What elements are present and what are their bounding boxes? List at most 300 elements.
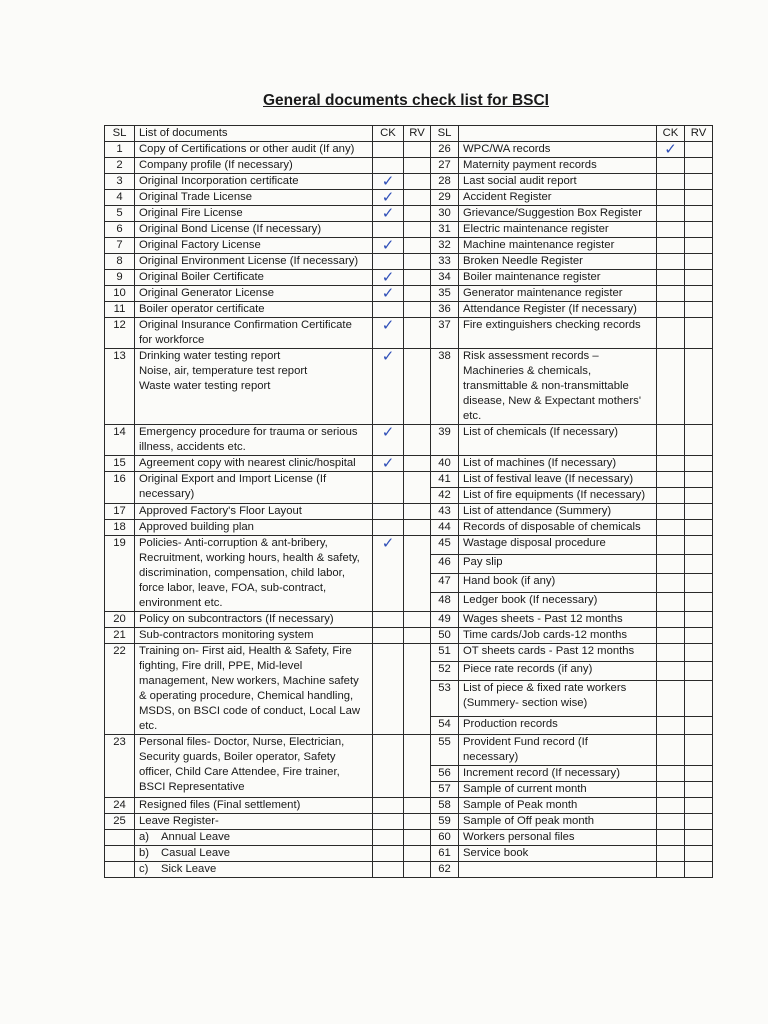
sl-number: 57 [431,782,459,798]
header-rv: RV [685,126,713,142]
table-row [105,222,713,238]
sl-number: 35 [431,286,459,302]
document-line: Original Boiler Certificate [139,271,264,283]
ck-cell [657,456,685,472]
rv-cell [404,644,431,735]
document-line: WPC/WA records [463,143,551,155]
document-line: Maternity payment records [463,159,597,171]
ck-cell [373,472,404,504]
sl-number: 62 [431,862,459,878]
document-line: Resigned files (Final settlement) [139,799,301,811]
check-mark-icon: ✓ [381,347,395,365]
rv-cell [404,270,431,286]
rv-cell [685,238,713,254]
sl-number: 34 [431,270,459,286]
table-row [105,735,713,766]
rv-cell [404,456,431,472]
table-row [105,142,713,158]
document-line: Attendance Register (If necessary) [463,303,637,315]
document-item [135,425,373,456]
sl-number: 45 [431,536,459,555]
document-item [459,782,657,798]
rv-cell [685,680,713,716]
document-item [135,302,373,318]
document-line: Original Generator License [139,287,275,299]
rv-cell [685,612,713,628]
sl-number: 51 [431,644,459,662]
document-line: Sample of current month [463,783,587,795]
document-line: Records of disposable of chemicals [463,521,641,533]
document-line: Original Insurance Confirmation Certificate [139,319,352,331]
rv-cell [404,238,431,254]
sl-number: 26 [431,142,459,158]
table-row [105,846,713,862]
sl-number: 18 [105,520,135,536]
document-line: Service book [463,847,529,859]
check-mark-icon: ✓ [381,236,395,254]
table-row [105,238,713,254]
leave-label: Casual Leave [161,847,231,859]
document-line: officer, Child Care Attendee, Fire trainer, [139,766,340,778]
document-line: force labor, leave, FOA, sub-contract, [139,582,327,594]
sl-number: 28 [431,174,459,190]
document-line: Drinking water testing report [139,350,281,362]
checklist-body [105,126,713,878]
document-line: Original Incorporation certificate [139,175,299,187]
document-item [459,555,657,574]
sl-number: 8 [105,254,135,270]
header-list-of-documents: List of documents [135,126,373,142]
document-line: Broken Needle Register [463,255,583,267]
ck-cell [657,472,685,488]
sl-number: 60 [431,830,459,846]
ck-cell [373,735,404,798]
document-item [459,142,657,158]
check-mark-icon: ✓ [381,172,395,190]
rv-cell [685,644,713,662]
rv-cell [404,425,431,456]
rv-cell [685,814,713,830]
rv-cell [404,846,431,862]
sl-number: 17 [105,504,135,520]
ck-cell [373,846,404,862]
document-item [135,798,373,814]
sl-number: 21 [105,628,135,644]
document-line: Waste water testing report [139,380,271,392]
ck-cell [657,798,685,814]
document-line: Fire extinguishers checking records [463,319,641,331]
document-line: (Summery- section wise) [463,696,588,709]
document-line: environment etc. [139,597,223,609]
document-item [459,472,657,488]
table-row [105,456,713,472]
document-item [459,318,657,349]
table-row [105,349,713,425]
rv-cell [404,628,431,644]
sl-number: 40 [431,456,459,472]
ck-cell [657,238,685,254]
sl-number: 56 [431,766,459,782]
document-item [135,628,373,644]
document-line: Personal files- Doctor, Nurse, Electrician, [139,736,345,748]
rv-cell [685,456,713,472]
ck-cell [373,504,404,520]
document-line: Time cards/Job cards-12 months [463,629,628,641]
document-line: Machineries & chemicals, [463,365,592,377]
rv-cell [404,158,431,174]
sl-number: 30 [431,206,459,222]
document-line: discrimination, compensation, child labor, [139,567,345,579]
sl-number: 33 [431,254,459,270]
rv-cell [404,286,431,302]
rv-cell [685,735,713,766]
ck-cell [373,830,404,846]
document-line: Noise, air, temperature test report [139,365,308,377]
document-line: Risk assessment records – [463,350,599,362]
table-row [105,814,713,830]
sl-number: 43 [431,504,459,520]
rv-cell [404,798,431,814]
rv-cell [685,536,713,555]
rv-cell [685,830,713,846]
document-item [135,814,373,830]
document-item [135,190,373,206]
document-line: Original Bond License (If necessary) [139,223,322,235]
sl-number: 3 [105,174,135,190]
sl-number: 7 [105,238,135,254]
document-item [135,238,373,254]
sl-number: 54 [431,716,459,734]
table-row [105,536,713,555]
document-item [459,628,657,644]
sl-number: 14 [105,425,135,456]
leave-label: Annual Leave [161,831,231,843]
document-item [459,612,657,628]
document-line: Company profile (If necessary) [139,159,293,171]
document-line: Electric maintenance register [463,223,609,235]
document-line: Agreement copy with nearest clinic/hospital [139,457,356,469]
ck-cell [657,504,685,520]
document-line: Security guards, Boiler operator, Safety [139,751,336,763]
sl-number: 1 [105,142,135,158]
check-mark-icon: ✓ [381,284,395,302]
rv-cell [404,612,431,628]
check-mark-icon: ✓ [664,140,677,158]
document-item [459,425,657,456]
document-line: Recruitment, working hours, health & safety, [139,552,360,564]
table-row [105,158,713,174]
rv-cell [404,190,431,206]
document-line: disease, New & Expectant mothers' [463,395,641,407]
leave-sub-item [135,862,373,878]
rv-cell [685,425,713,456]
document-line: Training on- First aid, Health & Safety, Fire [139,645,352,657]
document-line: Original Factory License [139,239,261,251]
document-item [135,222,373,238]
rv-cell [685,222,713,238]
ck-cell [373,644,404,735]
document-line: Machine maintenance register [463,239,615,251]
rv-cell [685,574,713,593]
rv-cell [404,174,431,190]
table-row [105,628,713,644]
rv-cell [404,862,431,878]
rv-cell [685,593,713,612]
sl-number: 42 [431,488,459,504]
document-item [459,504,657,520]
ck-cell [657,302,685,318]
document-item [459,349,657,425]
document-item [459,662,657,680]
document-item [459,644,657,662]
rv-cell [685,504,713,520]
document-line: fighting, Fire drill, PPE, Mid-level [139,660,303,672]
ck-cell [373,425,404,456]
sl-number: 19 [105,536,135,612]
check-mark-icon: ✓ [381,534,395,552]
table-row [105,798,713,814]
ck-cell [657,830,685,846]
rv-cell [404,472,431,504]
ck-cell [373,862,404,878]
sl-number: 4 [105,190,135,206]
document-item [135,206,373,222]
rv-cell [404,222,431,238]
ck-cell [657,318,685,349]
sl-number: 32 [431,238,459,254]
document-line: & operating procedure, Chemical handling, [139,690,354,702]
rv-cell [685,798,713,814]
document-line: Ledger book (If necessary) [463,594,598,606]
header-sl: SL [105,126,135,142]
ck-cell [657,174,685,190]
document-item [135,286,373,302]
ck-cell [657,190,685,206]
ck-cell [373,536,404,612]
sl-number: 58 [431,798,459,814]
ck-cell [657,555,685,574]
ck-cell [657,680,685,716]
sl-number: 27 [431,158,459,174]
table-row [105,520,713,536]
ck-cell [657,862,685,878]
document-item [135,612,373,628]
table-row [105,318,713,349]
ck-cell [657,254,685,270]
header-blank [459,126,657,142]
sl-number: 48 [431,593,459,612]
checklist-table [104,125,713,878]
ck-cell [657,644,685,662]
ck-cell [657,349,685,425]
document-item [459,206,657,222]
sl-number: 13 [105,349,135,425]
ck-cell [657,286,685,302]
sl-number: 20 [105,612,135,628]
document-item [459,158,657,174]
table-row [105,270,713,286]
document-line: Production records [463,717,558,730]
rv-cell [685,846,713,862]
rv-cell [685,862,713,878]
ck-cell [373,349,404,425]
table-row [105,425,713,456]
document-line: necessary) [463,751,519,763]
ck-cell [657,735,685,766]
sl-number [105,862,135,878]
rv-cell [685,190,713,206]
header-sl: SL [431,126,459,142]
rv-cell [685,782,713,798]
document-item [459,254,657,270]
document-line: management, New workers, Machine safety [139,675,359,687]
document-line: Policies- Anti-corruption & ant-bribery, [139,537,328,549]
table-row [105,504,713,520]
document-item [459,536,657,555]
document-item [459,222,657,238]
document-line: BSCI Representative [139,781,245,793]
sl-number: 15 [105,456,135,472]
document-item [459,830,657,846]
ck-cell [373,814,404,830]
document-line: Original Environment License (If necessary) [139,255,359,267]
document-item [459,862,657,878]
sl-number: 22 [105,644,135,735]
rv-cell [404,142,431,158]
document-item [459,735,657,766]
table-row [105,862,713,878]
rv-cell [404,206,431,222]
document-line: List of piece & fixed rate workers [463,681,627,694]
document-item [135,504,373,520]
table-row [105,472,713,488]
header-row [105,126,713,142]
sl-number: 10 [105,286,135,302]
document-item [459,766,657,782]
sl-number: 36 [431,302,459,318]
table-row [105,206,713,222]
table-row [105,286,713,302]
sl-number: 11 [105,302,135,318]
ck-cell [373,238,404,254]
sl-number: 5 [105,206,135,222]
document-line: Sub-contractors monitoring system [139,629,314,641]
leave-label: Sick Leave [161,863,217,875]
header-ck: CK [373,126,404,142]
ck-cell [657,612,685,628]
table-row [105,644,713,662]
document-line: Accident Register [463,191,552,203]
document-line: OT sheets cards - Past 12 months [463,645,635,657]
document-line: Original Export and Import License (If [139,473,327,485]
ck-cell [657,270,685,286]
document-line: illness, accidents etc. [139,441,246,453]
rv-cell [404,536,431,612]
sl-number [105,830,135,846]
rv-cell [685,206,713,222]
document-item [459,286,657,302]
document-line: Generator maintenance register [463,287,623,299]
rv-cell [685,142,713,158]
leave-marker: c) [139,863,149,875]
document-line: Grievance/Suggestion Box Register [463,207,642,219]
document-line: for workforce [139,334,205,346]
sl-number: 47 [431,574,459,593]
sl-number: 53 [431,680,459,716]
leave-marker: a) [139,831,150,843]
rv-cell [685,716,713,734]
ck-cell [373,318,404,349]
ck-cell [657,536,685,555]
document-line: Policy on subcontractors (If necessary) [139,613,334,625]
sl-number: 23 [105,735,135,798]
document-item [459,716,657,734]
document-item [459,520,657,536]
sl-number: 31 [431,222,459,238]
rv-cell [685,766,713,782]
sl-number: 52 [431,662,459,680]
document-line: List of fire equipments (If necessary) [463,489,646,501]
document-line: transmittable & non-transmittable [463,380,629,392]
ck-cell [657,628,685,644]
document-line: Boiler maintenance register [463,271,601,283]
document-item [459,680,657,716]
rv-cell [404,735,431,798]
sl-number: 44 [431,520,459,536]
ck-cell [657,574,685,593]
document-item [135,472,373,504]
document-line: Leave Register- [139,815,219,827]
document-item [135,349,373,425]
ck-cell [657,716,685,734]
document-title: General documents check list for BSCI [263,92,549,109]
check-mark-icon: ✓ [381,188,395,206]
document-item [459,798,657,814]
sl-number: 46 [431,555,459,574]
document-line: Original Trade License [139,191,253,203]
sl-number: 9 [105,270,135,286]
document-item [135,270,373,286]
document-item [459,488,657,504]
ck-cell [373,206,404,222]
rv-cell [404,349,431,425]
document-line: Piece rate records (if any) [463,663,593,676]
sl-number: 29 [431,190,459,206]
rv-cell [685,488,713,504]
sl-number: 2 [105,158,135,174]
sl-number: 6 [105,222,135,238]
sl-number: 59 [431,814,459,830]
document-line: Last social audit report [463,175,577,187]
rv-cell [685,662,713,680]
table-row [105,612,713,628]
table-row [105,190,713,206]
ck-cell [657,814,685,830]
document-item [459,238,657,254]
ck-cell [657,846,685,862]
check-mark-icon: ✓ [381,454,395,472]
document-line: Sample of Peak month [463,799,578,811]
sl-number: 24 [105,798,135,814]
sl-number: 38 [431,349,459,425]
document-item [459,456,657,472]
ck-cell [657,520,685,536]
document-line: Approved building plan [139,521,254,533]
rv-cell [685,318,713,349]
header-ck: CK [657,126,685,142]
rv-cell [685,174,713,190]
ck-cell [657,662,685,680]
